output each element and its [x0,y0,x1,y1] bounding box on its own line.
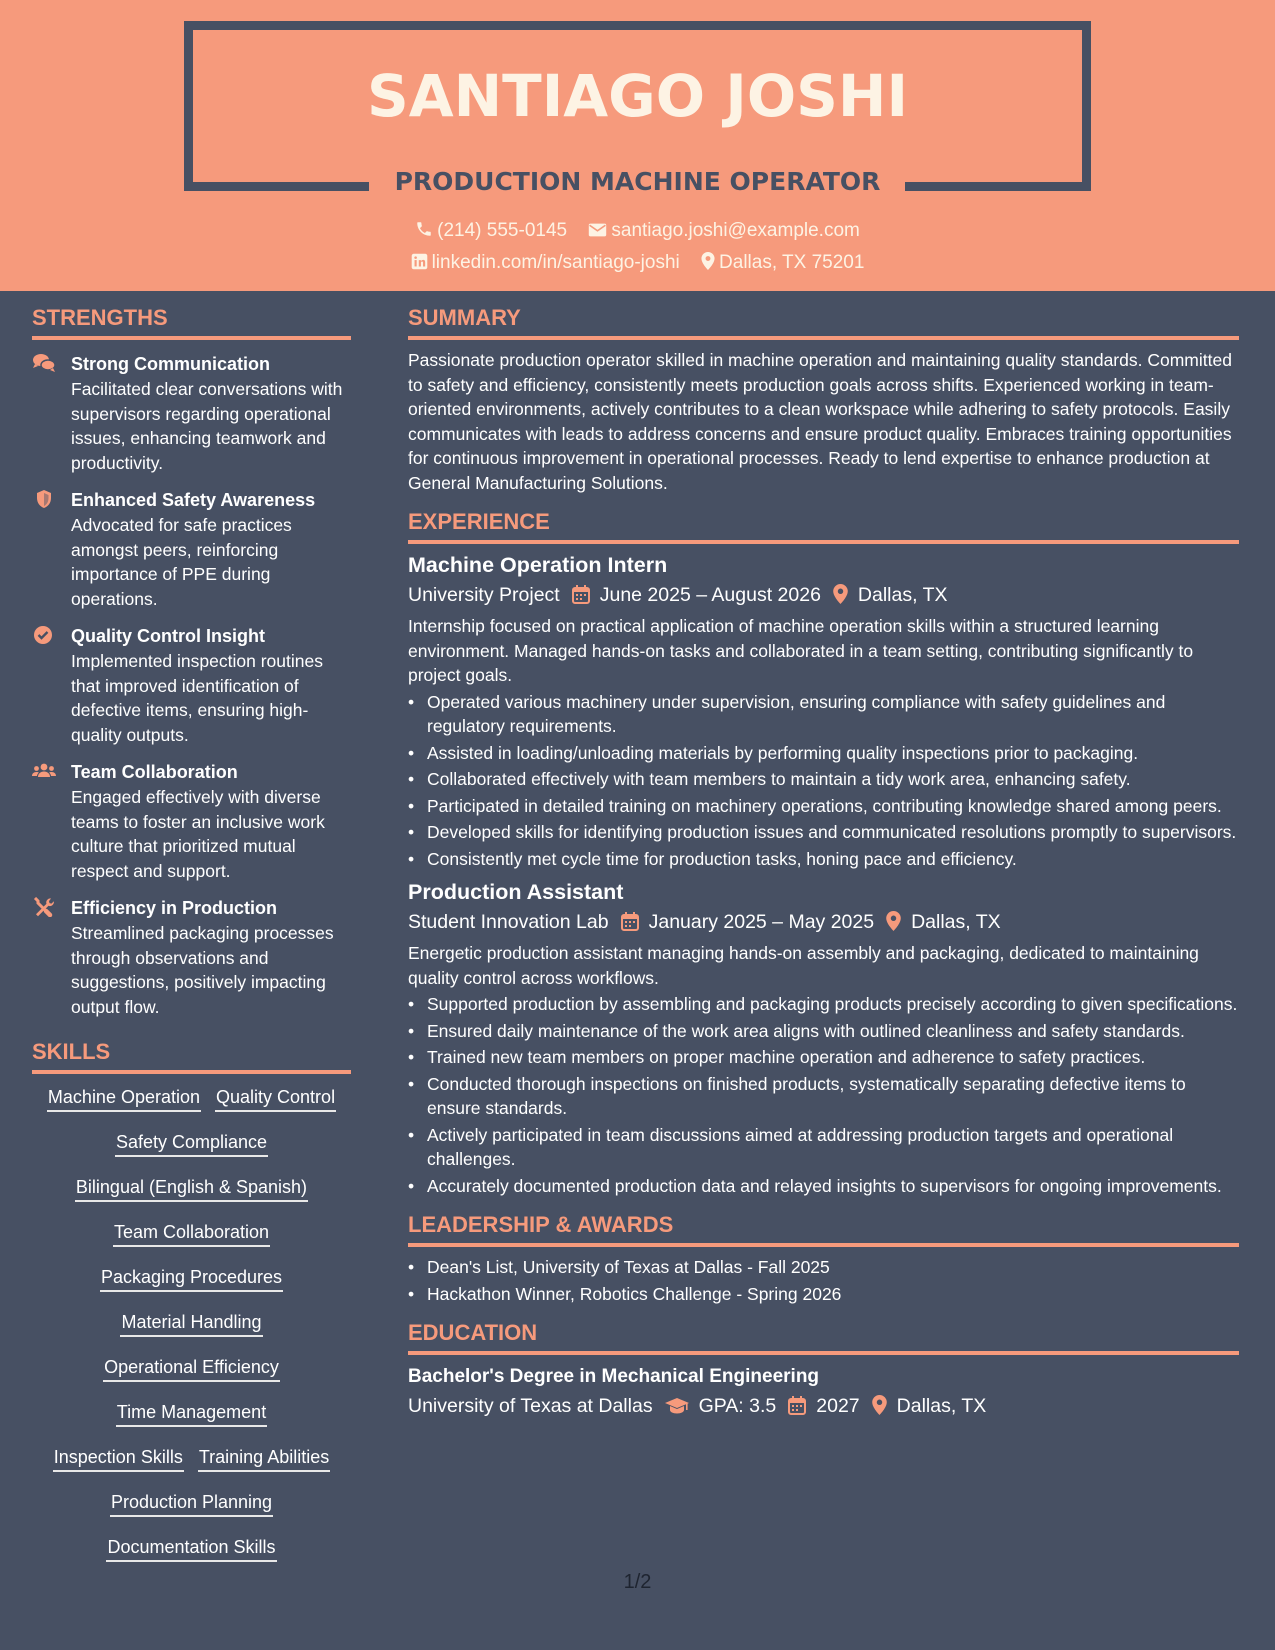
left-column [32,305,351,1579]
resume-header [0,0,1275,291]
calendar-icon [788,1396,806,1415]
job-description: Energetic production assistant managing hands-on assembly and packaging, dedicated to maintaining quality control across workflows. [408,943,1199,988]
skill-tag: Production Planning [110,1489,273,1517]
phone-icon [415,220,433,238]
skill-tag: Packaging Procedures [100,1264,283,1292]
right-column [408,305,1239,1425]
shield-icon [32,489,56,509]
list-item: • Hackathon Winner, Robotics Challenge - Spring 2026 [408,1282,1239,1307]
skill-tag: Safety Compliance [115,1129,268,1157]
education-meta: University of Texas at Dallas GPA: 3.5 2027 Dallas, TX [408,1395,987,1417]
contact-location: Dallas, TX 75201 [701,252,864,274]
job-title: Production Assistant [408,880,624,904]
strength-item: Team Collaboration Engaged effectively with diverse teams to foster an inclusive work culture that prioritized mutual respect and support. [32,760,351,883]
skill-tag: Team Collaboration [113,1219,270,1247]
list-item: • Participated in detailed training on machinery operations, contributing knowledge shared among peers. [408,794,1239,819]
list-item: • Consistently met cycle time for production tasks, honing pace and efficiency. [408,847,1239,872]
page-number: 1/2 [623,1571,652,1593]
job-meta: Student Innovation Lab January 2025 – May 2025 Dallas, TX [408,911,1001,933]
contact-phone[interactable]: (214) 555-0145 [415,220,567,242]
skill-tag: Machine Operation [47,1084,201,1112]
contact-linkedin[interactable]: linkedin.com/in/santiago-joshi [411,252,680,274]
candidate-name: SANTIAGO JOSHI [366,62,909,130]
skill-tag: Quality Control [215,1084,336,1112]
map-marker-icon [872,1395,887,1415]
summary-heading: SUMMARY [408,305,1239,340]
job-role: PRODUCTION MACHINE OPERATOR [394,167,881,196]
job-bullets [408,992,1239,1198]
skills-list [32,1084,351,1579]
skill-tag: Operational Efficiency [103,1354,280,1382]
job-title: Machine Operation Intern [408,553,668,577]
contact-row-1 [0,220,1275,242]
strengths-heading: STRENGTHS [32,305,351,340]
map-marker-icon [886,911,901,931]
list-item: • Conducted thorough inspections on finished products, systematically separating defective items to ensure standards. [408,1072,1239,1121]
list-item: • Dean's List, University of Texas at Dallas - Fall 2025 [408,1255,1239,1280]
list-item: • Supported production by assembling and packaging products precisely according to given specifications. [408,992,1239,1017]
skills-heading: SKILLS [32,1039,351,1074]
contact-row-2 [0,252,1275,274]
list-item: • Accurately documented production data and relayed insights to supervisors for ongoing improvements. [408,1174,1239,1199]
contact-email[interactable]: santiago.joshi@example.com [588,220,859,242]
strength-item: Quality Control Insight Implemented inspection routines that improved identification of defective items, ensuring high-quality outputs. [32,624,351,747]
summary-text: Passionate production operator skilled in machine operation and maintaining quality standards. Committed to safety and efficiency, consistently meets production goals across shifts. Experienced working in team-oriented environments, actively contributes to a clean workspace while adhering to safety protocols. Easily communicates with leads to address concerns and ensure product quality. Embraces training opportunities for continuous improvement in operational processes. Ready to lend expertise to enhance production at General Manufacturing Solutions. [408,350,1232,493]
tools-icon [32,897,56,917]
list-item: • Developed skills for identifying production issues and communicated resolutions promptly to supervisors. [408,820,1239,845]
education-heading: EDUCATION [408,1320,1239,1355]
linkedin-icon [411,253,428,270]
job-entry [408,877,1239,1198]
strength-item: Efficiency in Production Streamlined packaging processes through observations and suggestions, positively impacting output flow. [32,896,351,1019]
skill-tag: Material Handling [120,1309,262,1337]
job-entry [408,550,1239,871]
users-icon [32,761,56,781]
list-item: • Actively participated in team discussions aimed at addressing production targets and operational challenges. [408,1123,1239,1172]
skill-tag: Inspection Skills [53,1444,184,1472]
skill-tag: Bilingual (English & Spanish) [75,1174,308,1202]
job-description: Internship focused on practical application of machine operation skills within a structured learning environment. Managed hands-on tasks and collaborated in a team setting, contributing significantly to project goals. [408,616,1194,685]
calendar-icon [621,912,639,931]
skill-tag: Documentation Skills [106,1534,276,1562]
job-meta: University Project June 2025 – August 2026 Dallas, TX [408,584,948,606]
list-item: • Assisted in loading/unloading materials by performing quality inspections prior to packaging. [408,741,1239,766]
graduation-cap-icon [665,1397,689,1415]
strength-item: Enhanced Safety Awareness Advocated for safe practices amongst peers, reinforcing importance of PPE during operations. [32,488,351,611]
awards-list [408,1255,1239,1306]
skill-tag: Time Management [116,1399,267,1427]
comments-icon [32,353,56,373]
strengths-list [32,352,351,1019]
degree-title: Bachelor's Degree in Mechanical Engineering [408,1366,820,1387]
list-item: • Operated various machinery under supervision, ensuring compliance with safety guidelines and regulatory requirements. [408,690,1239,739]
leadership-heading: LEADERSHIP & AWARDS [408,1212,1239,1247]
map-marker-icon [833,584,848,604]
map-marker-icon [701,252,715,270]
skill-tag: Training Abilities [198,1444,330,1472]
strength-item: Strong Communication Facilitated clear conversations with supervisors regarding operational issues, enhancing teamwork and productivity. [32,352,351,475]
list-item: • Collaborated effectively with team members to maintain a tidy work area, enhancing safety. [408,767,1239,792]
list-item: • Trained new team members on proper machine operation and adherence to safety practices. [408,1045,1239,1070]
envelope-icon [588,222,607,238]
experience-heading: EXPERIENCE [408,509,1239,544]
list-item: • Ensured daily maintenance of the work area aligns with outlined cleanliness and safety standards. [408,1019,1239,1044]
check-circle-icon [32,625,56,645]
calendar-icon [572,585,590,604]
job-bullets [408,690,1239,872]
